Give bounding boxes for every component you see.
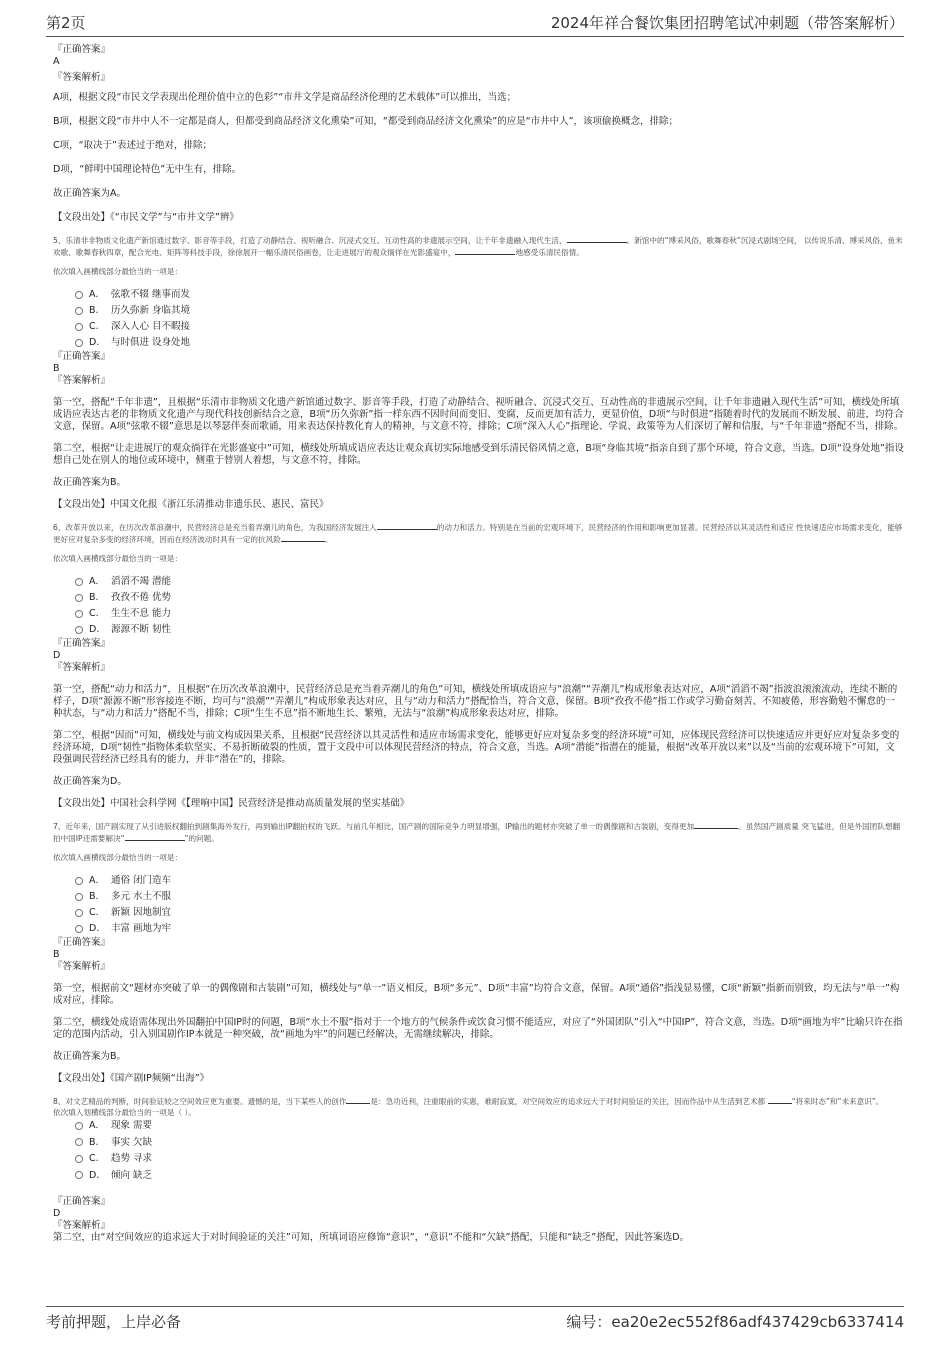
analysis-para: 第一空，搭配“动力和活力”，且根据“在历次改革浪潮中，民营经济总是充当着弄潮儿的角色”可知，横线处所填成语应与“浪潮”“弄潮儿”构成形象表达对应，A项“滔滔不竭”指波浪滚滚流动，连续不断的样子，D项“源源不断”形容接连不断，均可与“浪潮”“弄潮儿”构成形象表达对应，且与“动力和活力”搭配恰当，符合文意，保留。B项“孜孜不倦”指工作或学习勤奋刻苦、不知疲倦，形容勤勉不懈怠的一种状态，与“动力和活力”搭配不当，排除；C项“生生不息”指不断地生长、繁殖，无法与“浪潮”构成形象表达对应，排除。 <box>53 684 898 719</box>
document-title: 2024年祥合餐饮集团招聘笔试冲刺题（带答案解析） <box>550 14 904 32</box>
source: 【文段出处】《国产剧IP频频“出海”》 <box>53 1073 210 1084</box>
answer-value: D <box>53 1208 61 1219</box>
option-a[interactable]: A. 弦歌不辍 继事而发 <box>75 287 904 303</box>
page-header <box>46 12 904 34</box>
radio-icon[interactable] <box>75 893 83 901</box>
answer-value: B <box>53 363 60 374</box>
analysis-label: 『答案解析』 <box>53 72 111 83</box>
source: 【文段出处】中国社会科学网《【理响中国】民营经济是推动高质量发展的坚实基础》 <box>53 798 410 809</box>
option-c[interactable]: C. 趋势 寻求 <box>75 1151 904 1168</box>
analysis-para: 第二空，由“对空间效应的追求远大于对时间验证的关注”可知，所填词语应修饰“意识”，“意识”不能和“欠缺”搭配，只能和“缺乏”搭配，因此答案选D。 <box>53 1232 690 1243</box>
option-c[interactable]: C. 生生不息 能力 <box>75 606 904 622</box>
answer-value: A <box>53 56 60 67</box>
radio-icon[interactable] <box>75 610 83 618</box>
option-d[interactable]: D. 源源不断 韧性 <box>75 622 904 638</box>
radio-icon[interactable] <box>75 1138 83 1146</box>
analysis-para: 第一空，根据前文“题材亦突破了单一的偶像剧和古装剧”可知，横线处与“单一”语义相反，B项“多元”、D项“丰富”均符合文意，保留。A项“通俗”指浅显易懂，C项“新颖”指新而别致，均无法与“单一”构成对应，排除。 <box>53 983 900 1006</box>
blank-line <box>346 1095 370 1104</box>
analysis-label: 『答案解析』 <box>53 1220 111 1231</box>
analysis-para: 第二空，根据“因而”可知，横线处与前文构成因果关系，且根据“民营经济以其灵活性和适应市场需求变化，能够更好应对复杂多变的经济环境”可知，应体现民营经济可以快速适应并更好应对复杂多变的经济环境，D项“韧性”指物体柔软坚实、不易折断破裂的性质，置于文段中可以体现民营经济的特点，符合文意，当选。A项“潜能”指潜在的能量，根据“改革开放以来”以及“当前的宏观环境下”可知，文段强调民营经济已经具有的能力，并非“潜在”的，排除。 <box>53 730 900 765</box>
conclusion: 故正确答案为D。 <box>53 776 127 787</box>
radio-icon[interactable] <box>75 626 83 634</box>
analysis-label: 『答案解析』 <box>53 375 111 386</box>
question-stem: 8、对文艺精品的判断，时间验证较之空间效应更为重要。遗憾的是，当下某些人的创作 是：急功近利，注重眼前的实惠，难耐寂寞，对空间效应的追求远大于对时间验证的关注，因而作品中从生活到艺术都 “将来时态”和“未来意识”。 <box>53 1097 884 1106</box>
option-a[interactable]: A. 通俗 闭门造车 <box>75 873 904 889</box>
radio-icon[interactable] <box>75 925 83 933</box>
analysis-line: C项，“取决于”表述过于绝对，排除； <box>53 140 212 151</box>
question-stem: 7、近年来，国产剧实现了从引进版权翻拍到剧集海外发行，再到输出IP翻拍权的飞跃。与前几年相比，国产剧的国际竞争力明显增强，IP输出的题材亦突破了单一的偶像剧和古装剧，变得更加 。虽然国产剧质量 突飞猛进，但是外国团队想翻拍中国IP还需要解决“ ”的问题。 <box>53 822 901 843</box>
analysis-para: 第二空，根据“让走进展厅的观众徜徉在光影盛宴中”可知，横线处所填成语应表达让观众真切实际地感受到乐清民俗风情之意，B项“身临其境”指亲自到了那个环境，符合文意，当选。D项“设身处地”指设想自己处在别人的地位或环境中，侧重于替别人着想，与文意不符，排除。 <box>53 443 904 466</box>
question-prompt: 依次填入划横线部分最恰当的一项是（ ）。 <box>53 1108 196 1117</box>
question-stem: 6、改革开放以来，在历次改革浪潮中，民营经济总是充当着弄潮儿的角色，为我国经济发展注入 的动力和活力。特别是在当前的宏观环境下，民营经济的作用和影响更加显著。民营经济以其灵活性和适应 性快速适应市场需求变化，能够更好应对复杂多变的经济环境，因而在经济波动时具有一定的抗风险 。 <box>53 523 903 544</box>
option-b[interactable]: B. 多元 水土不服 <box>75 889 904 905</box>
radio-icon[interactable] <box>75 291 83 299</box>
option-c[interactable]: C. 深入人心 目不暇接 <box>75 319 904 335</box>
question-prompt: 依次填入画横线部分最恰当的一项是： <box>53 554 183 563</box>
radio-icon[interactable] <box>75 594 83 602</box>
question-prompt: 依次填入画横线部分最恰当的一项是： <box>53 853 183 862</box>
answer-label: 『正确答案』 <box>53 351 111 362</box>
question-prompt: 依次填入画横线部分最恰当的一项是： <box>53 267 183 276</box>
answer-value: B <box>53 949 60 960</box>
blank-line <box>377 521 437 530</box>
option-a[interactable]: A. 现象 需要 <box>75 1118 904 1135</box>
analysis-line: D项，“鲜明中国理论特色”无中生有，排除。 <box>53 164 242 175</box>
answer-value: D <box>53 650 61 661</box>
document-code: 编号：ea20e2ec552f86adf437429cb6337414 <box>566 1313 904 1331</box>
radio-icon[interactable] <box>75 323 83 331</box>
analysis-line: A项，根据文段“市民文学表现出伦理价值中立的色彩”“市井文学是商品经济伦理的艺术载体”可以推出，当选； <box>53 92 517 103</box>
source: 【文段出处】《“市民文学”与“市井文学”辨》 <box>53 212 239 223</box>
analysis-line: B项，根据文段“市井中人不一定都是商人，但都受到商品经济文化熏染”可知，“都受到商品经济文化熏染”的应是“市井中人”，该项偷换概念，排除； <box>53 116 679 127</box>
conclusion: 故正确答案为A。 <box>53 188 126 199</box>
radio-icon[interactable] <box>75 909 83 917</box>
answer-label: 『正确答案』 <box>53 1196 111 1207</box>
header-divider <box>46 36 904 37</box>
answer-label: 『正确答案』 <box>53 638 111 649</box>
source: 【文段出处】中国文化报《浙江乐清推动非遗乐民、惠民、富民》 <box>53 499 329 510</box>
analysis-label: 『答案解析』 <box>53 662 111 673</box>
analysis-label: 『答案解析』 <box>53 961 111 972</box>
page-number: 第2页 <box>46 14 86 32</box>
analysis-para: 第一空，搭配“千年非遗”，且根据“乐清市非物质文化遗产新馆通过数字、影音等手段，打造了动静结合、视听融合、沉浸式交互、互动性高的非遗展示空间，让千年非遗融入现代生活”可知，横线处所填成语应表达古老的非物质文化遗产与现代科技创新结合之意，B项“历久弥新”指一样东西不因时间而变旧、变腐，反而更加有活力，更显价值，D项“与时俱进”指随着时代的发展而不断发展、前进，均符合文意，保留。A项“弦歌不辍”意思是以琴瑟伴奏而歌诵，用来表达保持教化育人的精神，与文意不符，排除；C项“深入人心”指理论、学说、政策等为人们深切了解和信服，与“千年非遗”搭配不当，排除。 <box>53 397 904 432</box>
radio-icon[interactable] <box>75 1155 83 1163</box>
blank-line <box>281 533 325 542</box>
option-d[interactable]: D. 丰富 画地为牢 <box>75 921 904 937</box>
blank-line <box>768 1095 792 1104</box>
answer-label: 『正确答案』 <box>53 44 111 55</box>
footer-slogan: 考前押题，上岸必备 <box>46 1313 182 1331</box>
option-b[interactable]: B. 孜孜不倦 优势 <box>75 590 904 606</box>
radio-icon[interactable] <box>75 339 83 347</box>
page-footer <box>46 1311 904 1333</box>
radio-icon[interactable] <box>75 877 83 885</box>
analysis-para: 第二空，横线处成语需体现出外国翻拍中国IP时的问题，B项“水土不服”指对于一个地方的气候条件或饮食习惯不能适应，对应了“外国团队”引入“中国IP”，符合文意，当选。D项“画地为牢”比喻只许在指定的范围内活动，引入别国剧作IP本就是一种突破，故“画地为牢”的问题已经解决，无需继续解决，排除。 <box>53 1017 903 1040</box>
option-d[interactable]: D. 倾向 缺乏 <box>75 1168 904 1185</box>
option-b[interactable]: B. 事实 欠缺 <box>75 1135 904 1152</box>
option-c[interactable]: C. 新颖 因地制宜 <box>75 905 904 921</box>
blank-line <box>567 234 627 243</box>
option-b[interactable]: B. 历久弥新 身临其境 <box>75 303 904 319</box>
option-d[interactable]: D. 与时俱进 设身处地 <box>75 335 904 351</box>
question-stem: 5、乐清非非物质文化遗产新馆通过数字、影音等手段，打造了动静结合、视听融合、沉浸式交互、互动性高的非遗展示空间，让千年非遗融入现代生活， 。新馆中的“博采风俗，歌舞春秋”沉浸式剧场空间， 以传说乐清、博采风俗、鱼米欢歌、歌舞春秋四章，配合光电、矩阵等科技手段，徐徐展开一幅乐清民俗画卷，让走进展厅的观众徜徉在光影盛宴中， 地感受乐清民俗情。 <box>53 236 903 257</box>
conclusion: 故正确答案为B。 <box>53 1051 127 1062</box>
blank-line <box>455 246 515 255</box>
conclusion: 故正确答案为B。 <box>53 477 127 488</box>
option-a[interactable]: A. 滔滔不竭 潜能 <box>75 574 904 590</box>
blank-line <box>125 832 185 841</box>
radio-icon[interactable] <box>75 1122 83 1130</box>
blank-line <box>694 820 738 829</box>
radio-icon[interactable] <box>75 578 83 586</box>
radio-icon[interactable] <box>75 307 83 315</box>
document-body <box>53 44 904 1244</box>
answer-label: 『正确答案』 <box>53 937 111 948</box>
footer-divider <box>46 1306 904 1307</box>
radio-icon[interactable] <box>75 1171 83 1179</box>
